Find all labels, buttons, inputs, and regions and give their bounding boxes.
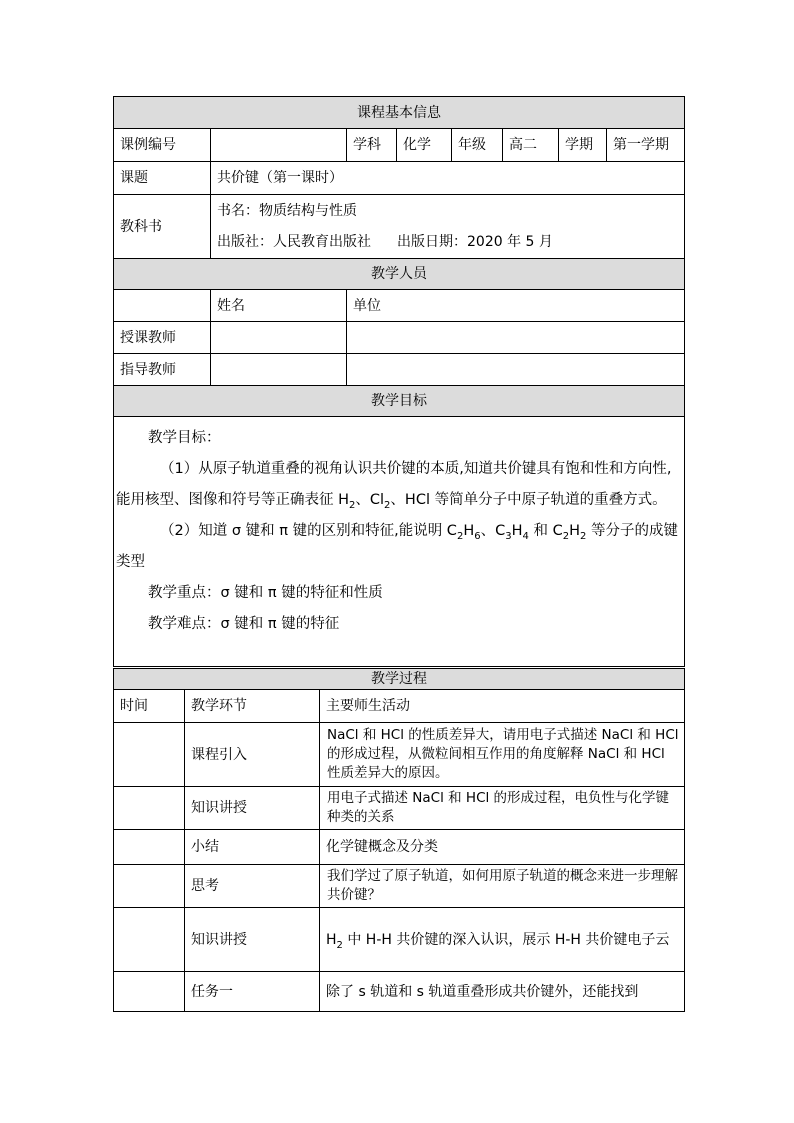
staff-blank-header	[114, 290, 211, 322]
objectives-body	[114, 417, 685, 667]
course-info-table	[113, 96, 685, 667]
row-step: 知识讲授	[185, 908, 320, 972]
table-row	[114, 972, 685, 1012]
row-activity: $H_2$ 中 H-H 共价键的深入认识，展示 H-H 共价键电子云	[320, 908, 685, 972]
row-time	[114, 865, 185, 908]
row-step: 课程引入	[185, 723, 320, 787]
term-label: 学期	[559, 129, 607, 162]
row-activity: 化学键概念及分类	[320, 830, 685, 865]
row-time	[114, 830, 185, 865]
table-row	[114, 865, 685, 908]
textbook-label: 教科书	[114, 195, 211, 259]
table-row	[114, 787, 685, 830]
publisher: 出版社：人民教育出版社	[217, 233, 371, 250]
unit-header: 单位	[347, 290, 685, 322]
col-step-header: 教学环节	[185, 690, 320, 723]
row-time	[114, 908, 185, 972]
teacher-unit	[347, 322, 685, 354]
section-title-process: 教学过程	[114, 669, 685, 690]
key-point: 教学重点：σ 键和 π 键的特征和性质	[148, 585, 383, 601]
col-time-header: 时间	[114, 690, 185, 723]
objectives-heading: 教学目标：	[148, 430, 221, 446]
row-activity: 我们学过了原子轨道，如何用原子轨道的概念来进一步理解共价键？	[320, 865, 685, 908]
subject-label: 学科	[347, 129, 397, 162]
section-title-objectives: 教学目标	[114, 386, 685, 417]
table-row	[114, 830, 685, 865]
objective-2: （2）知道 σ 键和 π 键的区别和特征,能说明 $C_2H_6$、$C_3H_4$ 和 $C_2H_2$ 等分子的成键类型	[116, 523, 678, 570]
book-name: 书名：物质结构与性质	[217, 202, 357, 219]
section-title-basic-info: 课程基本信息	[114, 97, 685, 129]
row-activity: 用电子式描述 NaCl 和 HCl 的形成过程，电负性与化学键种类的关系	[320, 787, 685, 830]
case-no-label: 课例编号	[114, 129, 211, 162]
row-activity: 除了 s 轨道和 s 轨道重叠形成共价键外，还能找到	[320, 972, 685, 1012]
table-row	[114, 908, 685, 972]
name-header: 姓名	[211, 290, 347, 322]
row-step: 小结	[185, 830, 320, 865]
teacher-label: 授课教师	[114, 322, 211, 354]
mentor-name	[211, 354, 347, 386]
case-no-value	[211, 129, 347, 162]
publication-info	[217, 227, 684, 258]
row-time	[114, 787, 185, 830]
table-row	[114, 723, 685, 787]
textbook-info	[211, 195, 685, 259]
row-step: 任务一	[185, 972, 320, 1012]
grade-label: 年级	[452, 129, 503, 162]
section-title-staff: 教学人员	[114, 259, 685, 290]
row-step: 思考	[185, 865, 320, 908]
grade-value: 高二	[503, 129, 559, 162]
objective-1: （1）从原子轨道重叠的视角认识共价键的本质,知道共价键具有饱和性和方向性,能用核型、图像和符号等正确表征 $H_2$、$Cl_2$、HCl 等简单分子中原子轨道的重叠方式。	[116, 461, 672, 511]
row-activity: NaCl 和 HCl 的性质差异大，请用电子式描述 NaCl 和 HCl 的形成过程，从微粒间相互作用的角度解释 NaCl 和 HCl 性质差异大的原因。	[320, 723, 685, 787]
mentor-label: 指导教师	[114, 354, 211, 386]
row-time	[114, 723, 185, 787]
subject-value: 化学	[397, 129, 452, 162]
col-activity-header: 主要师生活动	[320, 690, 685, 723]
teacher-name	[211, 322, 347, 354]
process-table	[113, 668, 685, 1012]
topic-label: 课题	[114, 162, 211, 195]
term-value: 第一学期	[607, 129, 685, 162]
mentor-unit	[347, 354, 685, 386]
row-step: 知识讲授	[185, 787, 320, 830]
difficulty-point: 教学难点：σ 键和 π 键的特征	[148, 616, 340, 632]
row-time	[114, 972, 185, 1012]
topic-value: 共价键（第一课时）	[211, 162, 685, 195]
publication-date: 出版日期：2020 年 5 月	[397, 233, 553, 250]
